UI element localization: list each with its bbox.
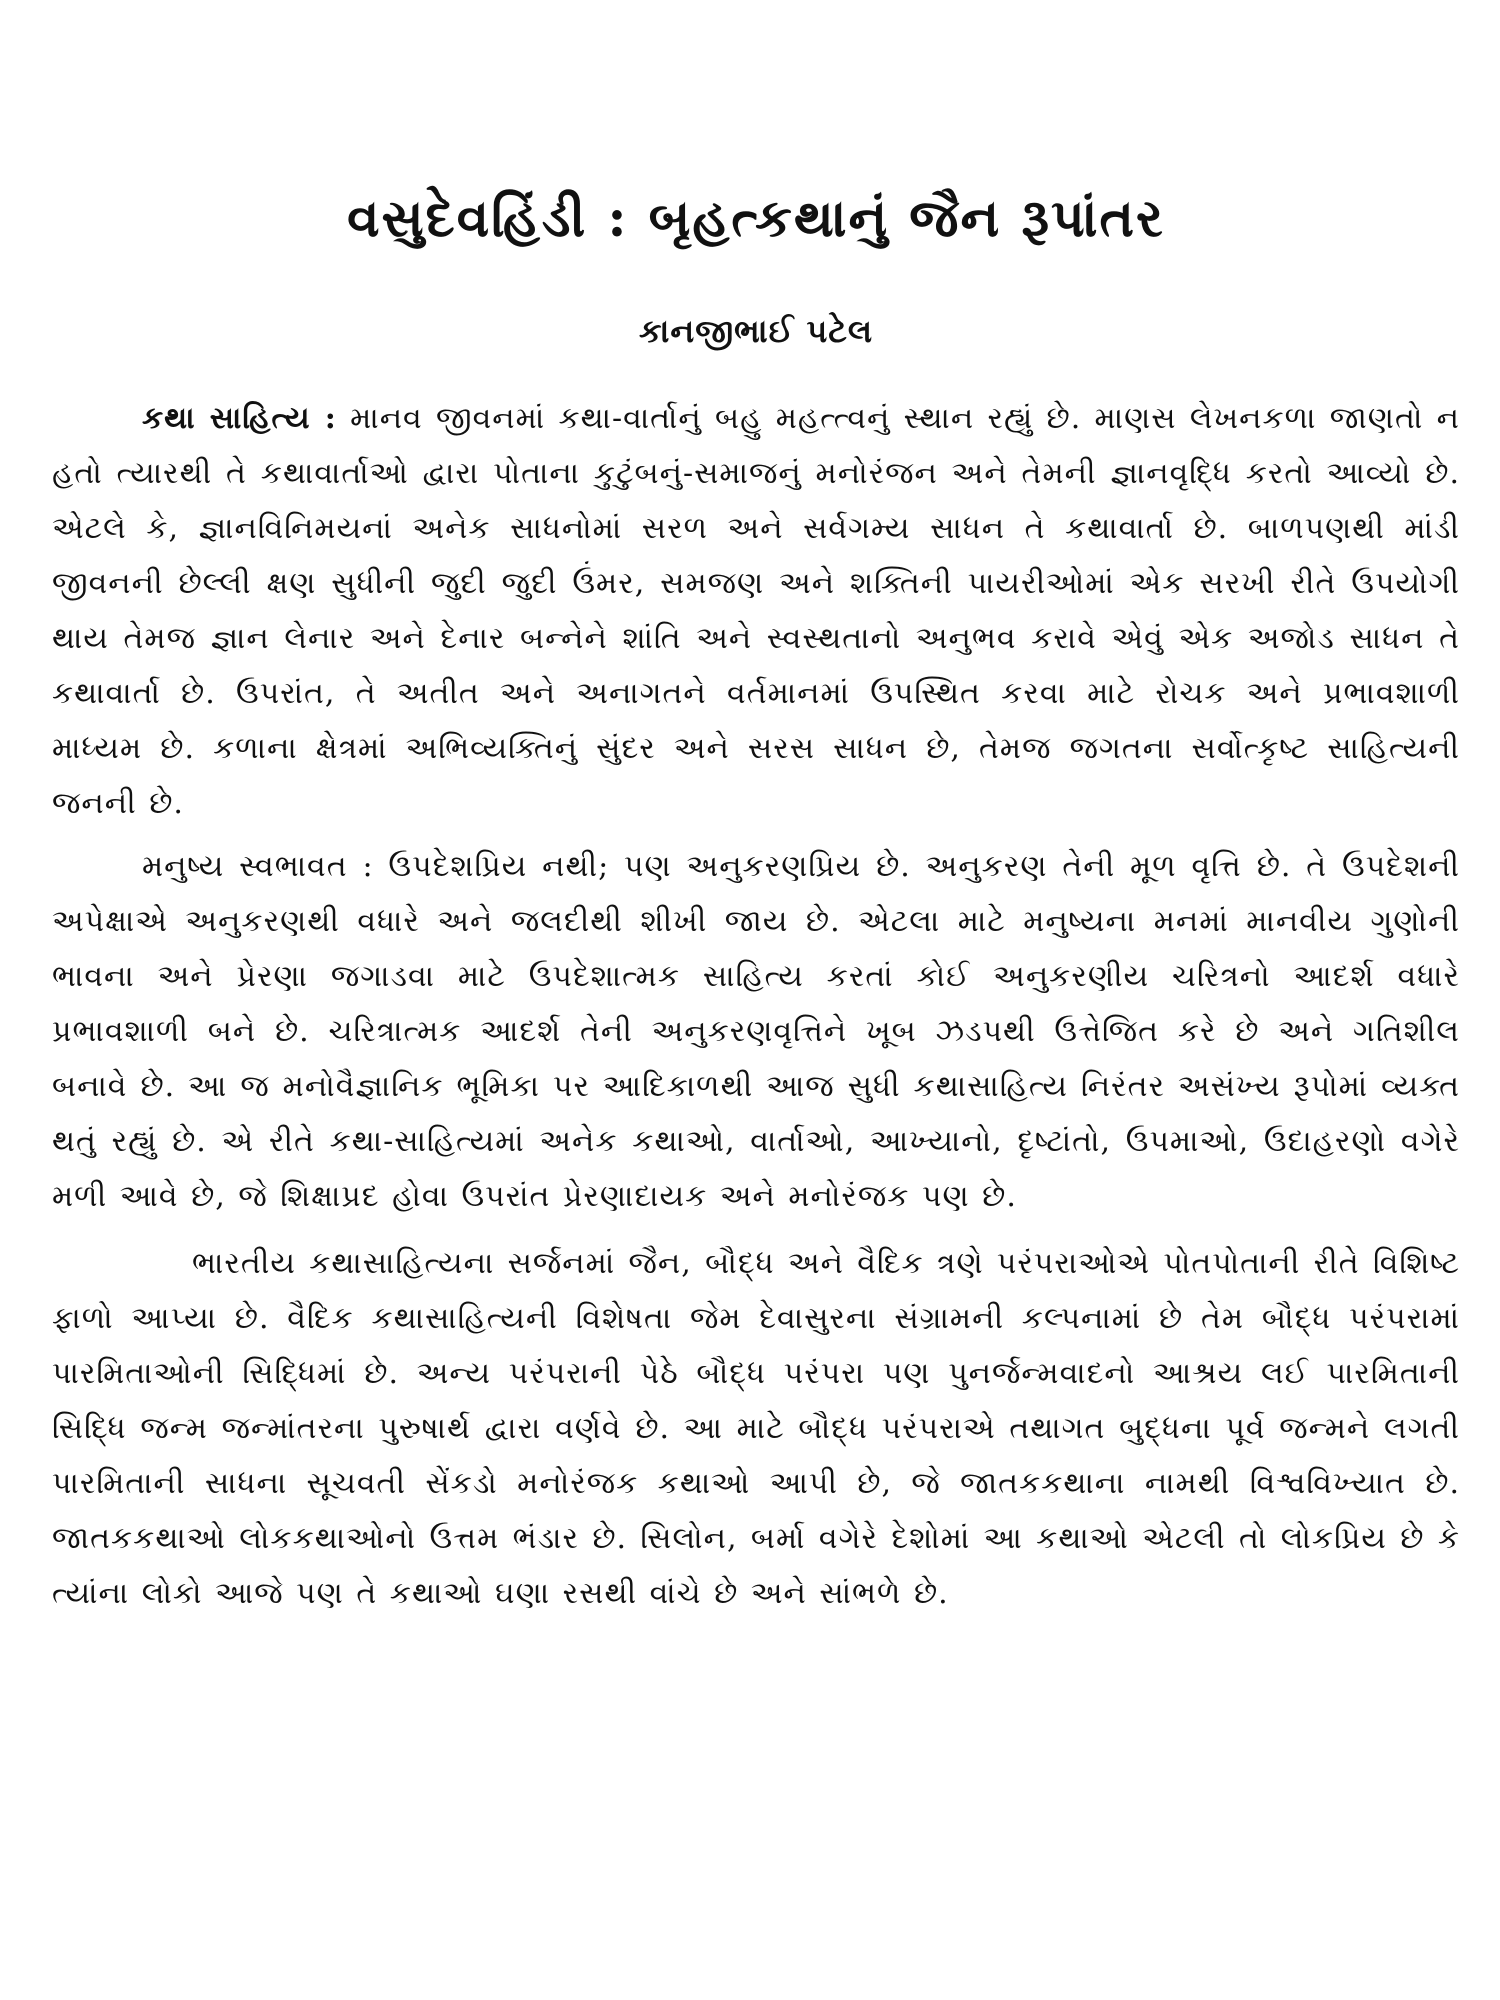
paragraph-3-text: ભારતીય કથાસાહિત્યના સર્જનમાં જૈન, બૌદ્ધ અને વૈદિક ત્રણે પરંપરાઓએ પોતપોતાની રીતે વિશિષ્ટ ફાળો આપ્યા છે. વૈદિક કથાસાહિત્યની વિશેષતા જેમ દેવાસુરના સંગ્રામની કલ્પનામાં છે તેમ બૌદ્ધ પરંપરામાં પારમિતાઓની સિદ્ધિમાં છે. અન્ય પરંપરાની પેઠે બૌદ્ધ પરંપરા પણ પુનર્જન્મવાદનો આશ્રય લઈ પારમિતાની સિદ્ધિ જન્મ જન્માંતરના પુરુષાર્થ દ્વારા વર્ણવે છે. આ માટે બૌદ્ધ પરંપરાએ તથાગત બુદ્ધના પૂર્વ જન્મને લગતી પારમિતાની સાધના સૂચવતી સેંકડો મનોરંજક કથાઓ આપી છે, જે જાતકકથાના નામથી વિશ્વવિખ્યાત છે. જાતકકથાઓ લોકકથાઓનો ઉત્તમ ભંડાર છે. સિલોન, બર્મા વગેરે દેશોમાં આ કથાઓ એટલી તો લોકપ્રિય છે કે ત્યાંના લોકો આજે પણ તે કથાઓ ઘણા રસથી વાંચે છે અને સાંભળે છે.	[52, 1245, 1460, 1611]
paragraph-1-text: માનવ જીવનમાં કથા-વાર્તાનું બહુ મહત્ત્વનું સ્થાન રહ્યું છે. માણસ લેખનકળા જાણતો ન હતો ત્યારથી તે કથાવાર્તાઓ દ્વારા પોતાના કુટુંબનું-સમાજનું મનોરંજન અને તેમની જ્ઞાનવૃદ્ધિ કરતો આવ્યો છે. એટલે કે, જ્ઞાનવિનિમયનાં અનેક સાધનોમાં સરળ અને સર્વગમ્ય સાધન તે કથાવાર્તા છે. બાળપણથી માંડી જીવનની છેલ્લી ક્ષણ સુધીની જુદી જુદી ઉંમર, સમજણ અને શક્તિની પાયરીઓમાં એક સરખી રીતે ઉપયોગી થાય તેમજ જ્ઞાન લેનાર અને દેનાર બન્નેને શાંતિ અને સ્વસ્થતાનો અનુભવ કરાવે એવું એક અજોડ સાધન તે કથાવાર્તા છે. ઉપરાંત, તે અતીત અને અનાગતને વર્તમાનમાં ઉપસ્થિત કરવા માટે રોચક અને પ્રભાવશાળી માધ્યમ છે. કળાના ક્ષેત્રમાં અભિવ્યક્તિનું સુંદર અને સરસ સાધન છે, તેમજ જગતના સર્વોત્કૃષ્ટ સાહિત્યની જનની છે.	[52, 400, 1460, 821]
paragraph-2-text: મનુષ્ય સ્વભાવત : ઉપદેશપ્રિય નથી; પણ અનુકરણપ્રિય છે. અનુકરણ તેની મૂળ વૃત્તિ છે. તે ઉપદેશની અપેક્ષાએ અનુકરણથી વધારે અને જલદીથી શીખી જાય છે. એટલા માટે મનુષ્યના મનમાં માનવીય ગુણોની ભાવના અને પ્રેરણા જગાડવા માટે ઉપદેશાત્મક સાહિત્ય કરતાં કોઈ અનુકરણીય ચરિત્રનો આદર્શ વધારે પ્રભાવશાળી બને છે. ચરિત્રાત્મક આદર્શ તેની અનુકરણવૃત્તિને ખૂબ ઝડપથી ઉત્તેજિત કરે છે અને ગતિશીલ બનાવે છે. આ જ મનોવૈજ્ઞાનિક ભૂમિકા પર આદિકાળથી આજ સુધી કથાસાહિત્ય નિરંતર અસંખ્ય રૂપોમાં વ્યક્ત થતું રહ્યું છે. એ રીતે કથા-સાહિત્યમાં અનેક કથાઓ, વાર્તાઓ, આખ્યાનો, દૃષ્ટાંતો, ઉપમાઓ, ઉદાહરણો વગેરે મળી આવે છે, જે શિક્ષાપ્રદ હોવા ઉપરાંત પ્રેરણાદાયક અને મનોરંજક પણ છે.	[52, 848, 1460, 1214]
article-body	[52, 391, 1460, 1621]
paragraph-3	[52, 1236, 1460, 1621]
page-title: વસુદેવહિંડી : બૃહત્કથાનું જૈન રૂપાંતર	[347, 188, 1165, 249]
author-name: કાનજીભાઈ પટેલ	[638, 312, 874, 351]
paragraph-1	[52, 391, 1460, 831]
paragraph-1-lead: કથા સાહિત્ય :	[142, 400, 337, 436]
paragraph-2	[52, 839, 1460, 1224]
